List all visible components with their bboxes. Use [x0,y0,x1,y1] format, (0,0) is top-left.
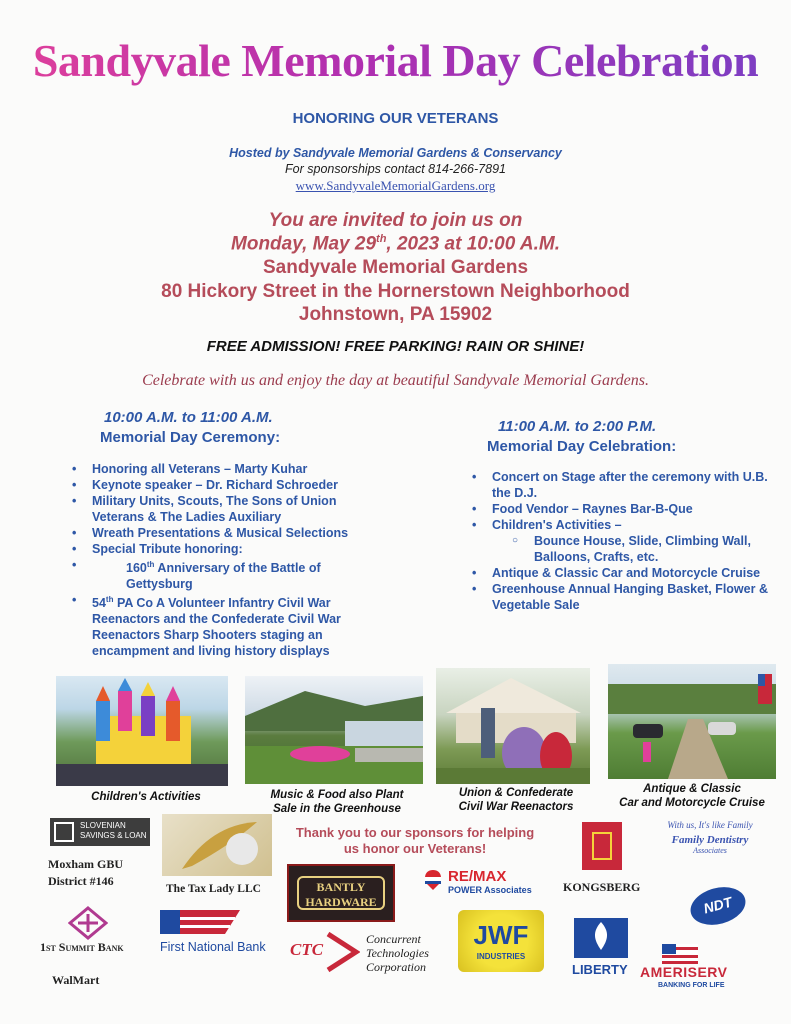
liberty-logo [574,918,628,958]
greenhouse-photo [245,676,423,784]
ameriserv-tagline: BANKING FOR LIFE [658,982,725,989]
ceremony-time: 10:00 A.M. to 11:00 A.M. [104,409,273,426]
free-admission-line: FREE ADMISSION! FREE PARKING! RAIN OR SHINE! [206,338,585,355]
ctc-name: Concurrent Technologies Corporation [366,932,429,974]
kongsberg-crest-icon [582,822,622,870]
car-cruise-photo [608,664,776,779]
ceremony-list [70,461,390,659]
reenactors-image [436,668,590,784]
reenactors-caption: Union & Confederate Civil War Reenactors [458,787,574,813]
list-item: • Concert on Stage after the ceremony with U.B. the D.J. [492,469,770,501]
balloon-icon [422,868,444,892]
ctc-swoosh-icon [324,930,360,974]
sponsorship-contact: For sponsorships contact 814-266-7891 [285,162,506,176]
flame-icon [574,918,628,958]
first-national-flag-icon [160,906,240,938]
ameriserv-flag-icon [662,944,698,964]
ceremony-title: Memorial Day Ceremony: [100,429,281,446]
first-summit-name: 1st Summit Bank [40,940,124,954]
bounce-house-image [56,676,228,786]
page-title: Sandyvale Memorial Day Celebration [0,34,791,87]
children-activities-photo [56,676,228,786]
tax-lady-logo [162,814,272,876]
celebrate-line: Celebrate with us and enjoy the day at beautiful Sandyvale Memorial Gardens. [142,372,649,389]
list-item: • Antique & Classic Car and Motorcycle Cruise [492,565,770,581]
ameriserv-name: AMERISERV [640,964,728,980]
celebration-list [470,469,770,613]
slovenian-mark-icon [54,822,74,842]
list-item: • Greenhouse Annual Hanging Basket, Flower & Vegetable Sale [492,581,770,613]
ndt-logo: NDT [686,881,749,930]
list-item: ○ Bounce House, Slide, Climbing Wall, Balloons, Crafts, etc. [492,533,770,565]
sponsor-thanks: Thank you to our sponsors for helping us honor our Veterans! [295,825,535,856]
city-address: Johnstown, PA 15902 [298,304,493,325]
greenhouse-caption: Music & Food also Plant Sale in the Greenhouse [270,789,404,815]
bantly-hardware-logo: BANTLY HARDWARE [287,864,395,922]
list-item: • 160th Anniversary of the Battle of Gettysburg [92,557,390,592]
event-date: Monday, May 29th, 2023 at 10:00 A.M. [231,233,560,255]
quill-icon [162,814,272,876]
ctc-mark: CTC [290,940,324,959]
children-activities-caption: Children's Activities [91,791,201,803]
first-summit-icon [68,906,108,940]
list-item: • Keynote speaker – Dr. Richard Schroeder [92,477,390,493]
celebration-title: Memorial Day Celebration: [487,438,677,455]
kongsberg-name: KONGSBERG [563,880,641,894]
list-item: • Wreath Presentations & Musical Selections [92,525,390,541]
car-cruise-image [608,664,776,779]
hosted-by: Hosted by Sandyvale Memorial Gardens & Conservancy [229,146,562,160]
list-item: • Honoring all Veterans – Marty Kuhar [92,461,390,477]
walmart-name: WalMart [52,973,100,987]
tax-lady-name: The Tax Lady LLC [166,883,261,895]
family-dentistry-logo: With us, It's like Family Family Dentistry Associates [667,820,753,855]
greenhouse-image [245,676,423,784]
liberty-name: LIBERTY [572,962,628,977]
venue: Sandyvale Memorial Gardens [262,257,529,278]
reenactors-photo [436,668,590,784]
invitation-line: You are invited to join us on [268,210,523,231]
moxham-gbu: Moxham GBU District #146 [48,857,123,888]
list-item: • Special Tribute honoring: [92,541,390,557]
subtitle: HONORING OUR VETERANS [292,110,499,127]
list-item: • 54th PA Co A Volunteer Infantry Civil War Reenactors and the Confederate Civil War Reenactors Sharp Shooters staging an encampment and living history displays [92,592,390,659]
jwf-logo: JWF INDUSTRIES [458,910,544,972]
street-address: 80 Hickory Street in the Hornerstown Neighborhood [161,281,630,302]
list-item: • Food Vendor – Raynes Bar-B-Que [492,501,770,517]
list-item: • Children's Activities – [492,517,770,533]
car-cruise-caption: Antique & Classic Car and Motorcycle Cruise [619,783,765,809]
website-link[interactable]: www.SandyvaleMemorialGardens.org [295,178,496,193]
list-item: • Military Units, Scouts, The Sons of Union Veterans & The Ladies Auxiliary [92,493,390,525]
slovenian-logo: SLOVENIAN SAVINGS & LOAN [50,818,150,846]
first-national-name: First National Bank [160,940,266,954]
celebration-time: 11:00 A.M. to 2:00 P.M. [498,418,657,435]
